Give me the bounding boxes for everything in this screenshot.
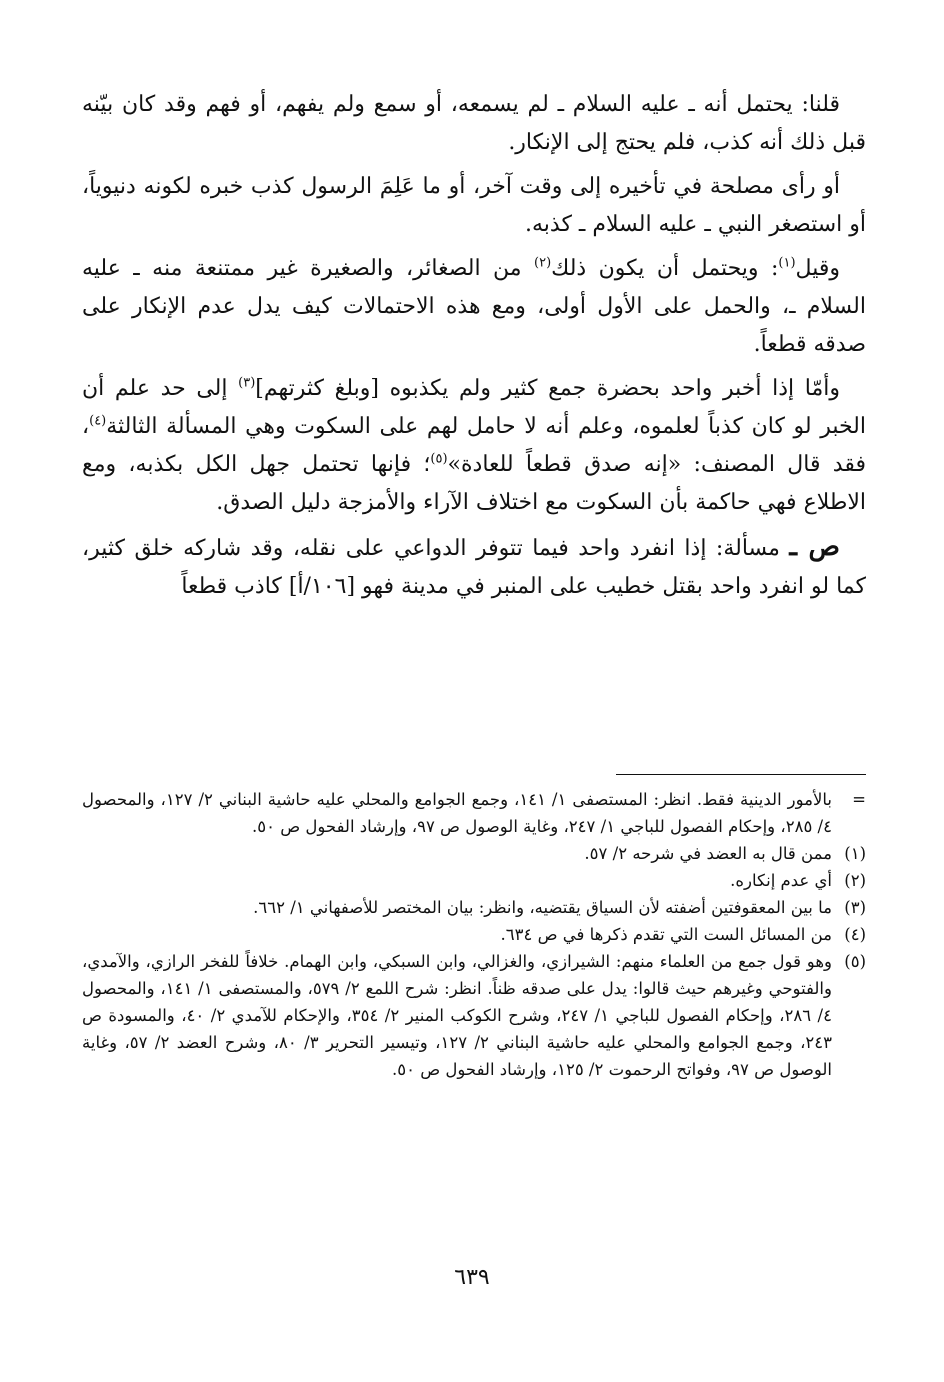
footnote-number: = [852, 790, 866, 809]
paragraph-4-part-a: وأمّا إذا أخبر واحد بحضرة جمع كثير ولم يكذبوه [وبلغ كثرتهم] [255, 376, 840, 401]
footnote-text: بالأمور الدينية فقط. انظر: المستصفى ١/ ١٤١، وجمع الجوامع والمحلي عليه حاشية البناني ٢/ ١٢٧، والمحصول ٤/ ٢٨٥، وإحكام الفصول للباجي ١/ ٢٤٧، وغاية الوصول ص ٩٧، وإرشاد الفحول ص ٥٠. [82, 790, 832, 836]
footnote-4 [82, 921, 866, 948]
paragraph-4-part-c: ، فقد قال المصنف: «إنه صدق قطعاً للعادة» [82, 414, 866, 477]
footnote-1 [82, 840, 866, 867]
footnote-3 [82, 894, 866, 921]
footnote-text: من المسائل الست التي تقدم ذكرها في ص ٦٣٤. [500, 925, 832, 944]
footnote-ref-3: (٣) [238, 375, 256, 391]
footnote-ref-5: (٥) [430, 451, 448, 467]
paragraph-2: أو رأى مصلحة في تأخيره إلى وقت آخر، أو ما عَلِمَ الرسول كذب خبره لكونه دنيوياً، أو استصغر النبي ـ عليه السلام ـ كذبه. [82, 174, 866, 237]
footnote-number: (٣) [844, 898, 866, 917]
footnote-text: ما بين المعقوفتين أضفته لأن السياق يقتضيه، وانظر: بيان المختصر للأصفهاني ١/ ٦٦٢. [253, 898, 832, 917]
paragraph-5 [82, 528, 866, 606]
footnote-text: ممن قال به العضد في شرحه ٢/ ٥٧. [584, 844, 832, 863]
footnote-number: (٤) [844, 925, 866, 944]
paragraph-3-part-c: من الصغائر، والصغيرة غير ممتنعة منه ـ عليه السلام ـ، والحمل على الأول أولى، ومع هذه الاحتمالات كيف يدل عدم الإنكار على صدقه قطعاً. [82, 256, 866, 357]
footnote-number: (١) [844, 844, 866, 863]
book-page [82, 86, 866, 1079]
footnote-5 [82, 948, 866, 1083]
footnote-separator [616, 774, 866, 775]
footnote-continued [82, 786, 866, 840]
footnote-text: أي عدم إنكاره. [730, 871, 832, 890]
footnote-number: (٢) [844, 871, 866, 890]
footnote-number: (٥) [844, 952, 866, 971]
paragraph-5-text: مسألة: إذا انفرد واحد فيما تتوفر الدواعي على نقله، وقد شاركه خلق كثير، كما لو انفرد واحد بقتل خطيب على المنبر في مدينة فهو [١٠٦/أ] كاذب قطعاً [82, 536, 866, 599]
footnote-ref-1: (١) [778, 255, 796, 271]
paragraph-1: قلنا: يحتمل أنه ـ عليه السلام ـ لم يسمعه، أو سمع ولم يفهم، أو فهم وقد كان بيّنه قبل ذلك أنه كذب، فلم يحتج إلى الإنكار. [82, 92, 866, 155]
paragraph-3 [82, 250, 866, 364]
main-text [82, 86, 866, 606]
page-number: ٦٣٩ [454, 1265, 490, 1290]
paragraph-4-part-d: ؛ فإنها تحتمل جهل الكل بكذبه، ومع الاطلاع فهي حاكمة بأن السكوت مع اختلاف الآراء والأمزجة دليل الصدق. [82, 452, 866, 515]
footnote-2 [82, 867, 866, 894]
paragraph-3-part-b: : ويحتمل أن يكون ذلك [551, 256, 779, 281]
paragraph-3-part-a: وقيل [795, 256, 840, 281]
footnote-text: وهو قول جمع من العلماء منهم: الشيرازي، والغزالي، وابن السبكي، وابن الهمام. خلافاً للفخر الرازي، والآمدي، والفتوحي وغيرهم حيث قالوا: يدل على صدقه ظناً. انظر: شرح اللمع ٢/ ٥٧٩، والمستصفى ١/ ١٤١، والمحصول ٤/ ٢٨٦، وإحكام الفصول للباجي ١/ ٢٤٧، وشرح الكوكب المنير ٢/ ٣٥٤، والإحكام للآمدي ٢/ ٤٠، والمسودة ص ٢٤٣، وجمع الجوامع والمحلي عليه حاشية البناني ٢/ ١٢٧، وتيسير التحرير ٣/ ٨٠، وشرح العضد ٢/ ٥٧، وغاية الوصول ص ٩٧، وفواتح الرحموت ٢/ ١٢٥، وإرشاد الفحول ص ٥٠. [82, 952, 833, 1079]
paragraph-4 [82, 370, 866, 522]
sad-marker: ص ـ [789, 532, 840, 562]
footnote-ref-2: (٢) [534, 255, 552, 271]
paragraph-4-part-b: إلى حد علم أن الخبر لو كان كذباً لعلموه، وعلم أنه لا حامل لهم على السكوت وهي المسألة الثالثة [82, 376, 866, 439]
footnote-ref-4: (٤) [89, 413, 107, 429]
footnotes [82, 786, 866, 1083]
